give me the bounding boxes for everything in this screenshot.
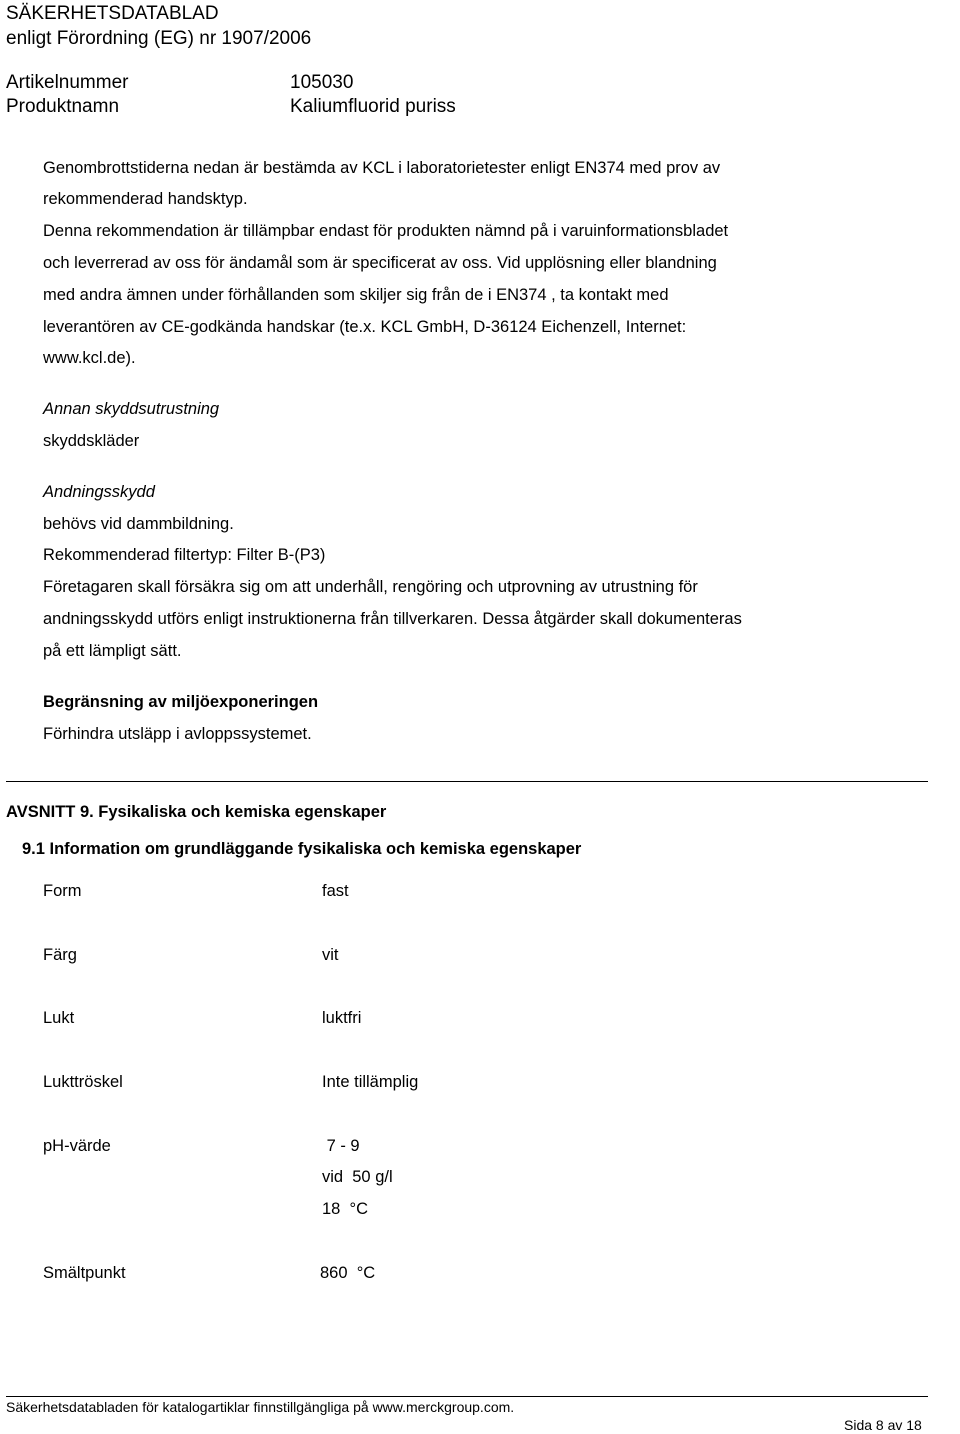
product-name-value: Kaliumfluorid puriss — [290, 96, 456, 117]
other-protection-text: skyddskläder — [43, 432, 140, 450]
respiratory-line: Rekommenderad filtertyp: Filter B-(P3) — [43, 546, 326, 564]
property-label-form: Form — [43, 882, 82, 900]
environment-heading: Begränsning av miljöexponeringen — [43, 693, 319, 711]
gloves-line: rekommenderad handsktyp. — [43, 190, 248, 208]
respiratory-line: på ett lämpligt sätt. — [43, 642, 182, 660]
document-title: SÄKERHETSDATABLAD — [6, 3, 219, 24]
property-value-odor-threshold: Inte tillämplig — [322, 1073, 419, 1091]
property-label-ph: pH-värde — [43, 1137, 111, 1155]
property-value-ph-temperature: 18 °C — [322, 1200, 369, 1218]
respiratory-heading: Andningsskydd — [43, 483, 155, 501]
gloves-line: och leverrerad av oss för ändamål som är specificerat av oss. Vid upplösning eller blandning — [43, 254, 717, 272]
gloves-line: leverantören av CE-godkända handskar (te.x. KCL GmbH, D-36124 Eichenzell, Internet: — [43, 318, 687, 336]
product-name-label: Produktnamn — [6, 96, 120, 117]
page-number: Sida 8 av 18 — [844, 1417, 922, 1433]
article-number-label: Artikelnummer — [6, 72, 129, 93]
section-divider — [6, 781, 928, 782]
property-label-melting-point: Smältpunkt — [43, 1264, 126, 1282]
respiratory-line: Företagaren skall försäkra sig om att underhåll, rengöring och utprovning av utrustning för — [43, 578, 698, 596]
gloves-line: med andra ämnen under förhållanden som skiljer sig från de i EN374 , ta kontakt med — [43, 286, 669, 304]
section-9-1-subtitle: 9.1 Information om grundläggande fysikaliska och kemiska egenskaper — [22, 840, 582, 858]
property-value-ph: 7 - 9 — [322, 1137, 360, 1155]
property-value-color: vit — [322, 946, 339, 964]
property-value-ph-concentration: vid 50 g/l — [322, 1168, 393, 1186]
property-value-melting-point: 860 °C — [320, 1264, 376, 1282]
property-value-form: fast — [322, 882, 349, 900]
footer-divider — [6, 1396, 928, 1397]
property-label-odor-threshold: Lukttröskel — [43, 1073, 123, 1091]
article-number-value: 105030 — [290, 72, 354, 93]
property-label-color: Färg — [43, 946, 77, 964]
respiratory-line: behövs vid dammbildning. — [43, 515, 234, 533]
footer-note: Säkerhetsdatabladen för katalogartiklar finnstillgängliga på www.merckgroup.com. — [6, 1399, 515, 1415]
property-label-odor: Lukt — [43, 1009, 75, 1027]
environment-text: Förhindra utsläpp i avloppssystemet. — [43, 725, 312, 743]
section-9-title: AVSNITT 9. Fysikaliska och kemiska egenskaper — [6, 803, 387, 821]
respiratory-line: andningsskydd utförs enligt instruktionerna från tillverkaren. Dessa åtgärder skall dokumenteras — [43, 610, 742, 628]
gloves-line: Genombrottstiderna nedan är bestämda av KCL i laboratorietester enligt EN374 med prov av — [43, 159, 721, 177]
regulation-subtitle: enligt Förordning (EG) nr 1907/2006 — [6, 28, 312, 49]
gloves-line: www.kcl.de). — [43, 349, 136, 367]
property-value-odor: luktfri — [322, 1009, 362, 1027]
other-protection-heading: Annan skyddsutrustning — [43, 400, 220, 418]
gloves-line: Denna rekommendation är tillämpbar endast för produkten nämnd på i varuinformationsbladet — [43, 222, 729, 240]
